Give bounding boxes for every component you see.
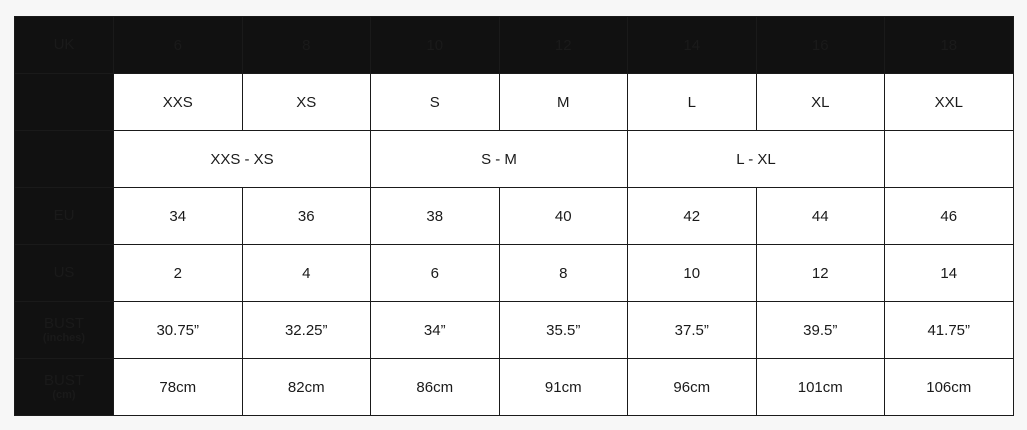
uk-size-10: 10 (371, 17, 500, 74)
row-label-eu-text: EU (53, 207, 75, 225)
us-size-6: 12 (756, 245, 885, 302)
row-label-blank-2 (15, 131, 114, 188)
bust-inches-1: 30.75” (114, 302, 243, 359)
letter-range-1: XXS - XS (114, 131, 371, 188)
row-label-bust-cm (15, 359, 114, 416)
us-size-4: 8 (499, 245, 628, 302)
bust-inches-6: 39.5” (756, 302, 885, 359)
us-size-3: 6 (371, 245, 500, 302)
size-chart-table (14, 16, 1014, 416)
row-label-bust-inches-text: BUST (43, 315, 84, 333)
table-row (15, 131, 1014, 188)
letter-size-3: S (371, 74, 500, 131)
uk-size-16: 16 (756, 17, 885, 74)
table-row (15, 359, 1014, 416)
eu-size-1: 34 (114, 188, 243, 245)
row-label-uk (15, 17, 114, 74)
table-row (15, 17, 1014, 74)
bust-inches-3: 34” (371, 302, 500, 359)
us-size-2: 4 (242, 245, 371, 302)
eu-size-6: 44 (756, 188, 885, 245)
us-size-1: 2 (114, 245, 243, 302)
us-size-7: 14 (885, 245, 1014, 302)
eu-size-4: 40 (499, 188, 628, 245)
bust-cm-1: 78cm (114, 359, 243, 416)
bust-cm-6: 101cm (756, 359, 885, 416)
eu-size-5: 42 (628, 188, 757, 245)
table-row (15, 74, 1014, 131)
row-label-us-text: US (53, 264, 75, 282)
table-row (15, 245, 1014, 302)
letter-size-1: XXS (114, 74, 243, 131)
uk-size-18: 18 (885, 17, 1014, 74)
uk-size-6: 6 (114, 17, 243, 74)
letter-range-2: S - M (371, 131, 628, 188)
letter-size-7: XXL (885, 74, 1014, 131)
size-chart-container (14, 16, 1013, 416)
bust-inches-4: 35.5” (499, 302, 628, 359)
bust-inches-7: 41.75” (885, 302, 1014, 359)
uk-size-12: 12 (499, 17, 628, 74)
bust-cm-2: 82cm (242, 359, 371, 416)
eu-size-2: 36 (242, 188, 371, 245)
letter-size-6: XL (756, 74, 885, 131)
bust-inches-5: 37.5” (628, 302, 757, 359)
row-label-uk-text: UK (53, 36, 75, 54)
bust-cm-4: 91cm (499, 359, 628, 416)
row-label-bust-inches (15, 302, 114, 359)
table-row (15, 302, 1014, 359)
row-label-blank-1 (15, 74, 114, 131)
uk-size-14: 14 (628, 17, 757, 74)
table-row (15, 188, 1014, 245)
bust-cm-7: 106cm (885, 359, 1014, 416)
letter-range-4 (885, 131, 1014, 188)
row-label-bust-cm-unit: (cm) (52, 389, 76, 402)
bust-cm-3: 86cm (371, 359, 500, 416)
letter-range-3: L - XL (628, 131, 885, 188)
uk-size-8: 8 (242, 17, 371, 74)
bust-cm-5: 96cm (628, 359, 757, 416)
us-size-5: 10 (628, 245, 757, 302)
letter-size-4: M (499, 74, 628, 131)
row-label-us (15, 245, 114, 302)
row-label-bust-inches-unit: (inches) (42, 332, 86, 345)
row-label-eu (15, 188, 114, 245)
row-label-bust-cm-text: BUST (43, 372, 84, 390)
eu-size-7: 46 (885, 188, 1014, 245)
letter-size-2: XS (242, 74, 371, 131)
bust-inches-2: 32.25” (242, 302, 371, 359)
eu-size-3: 38 (371, 188, 500, 245)
letter-size-5: L (628, 74, 757, 131)
